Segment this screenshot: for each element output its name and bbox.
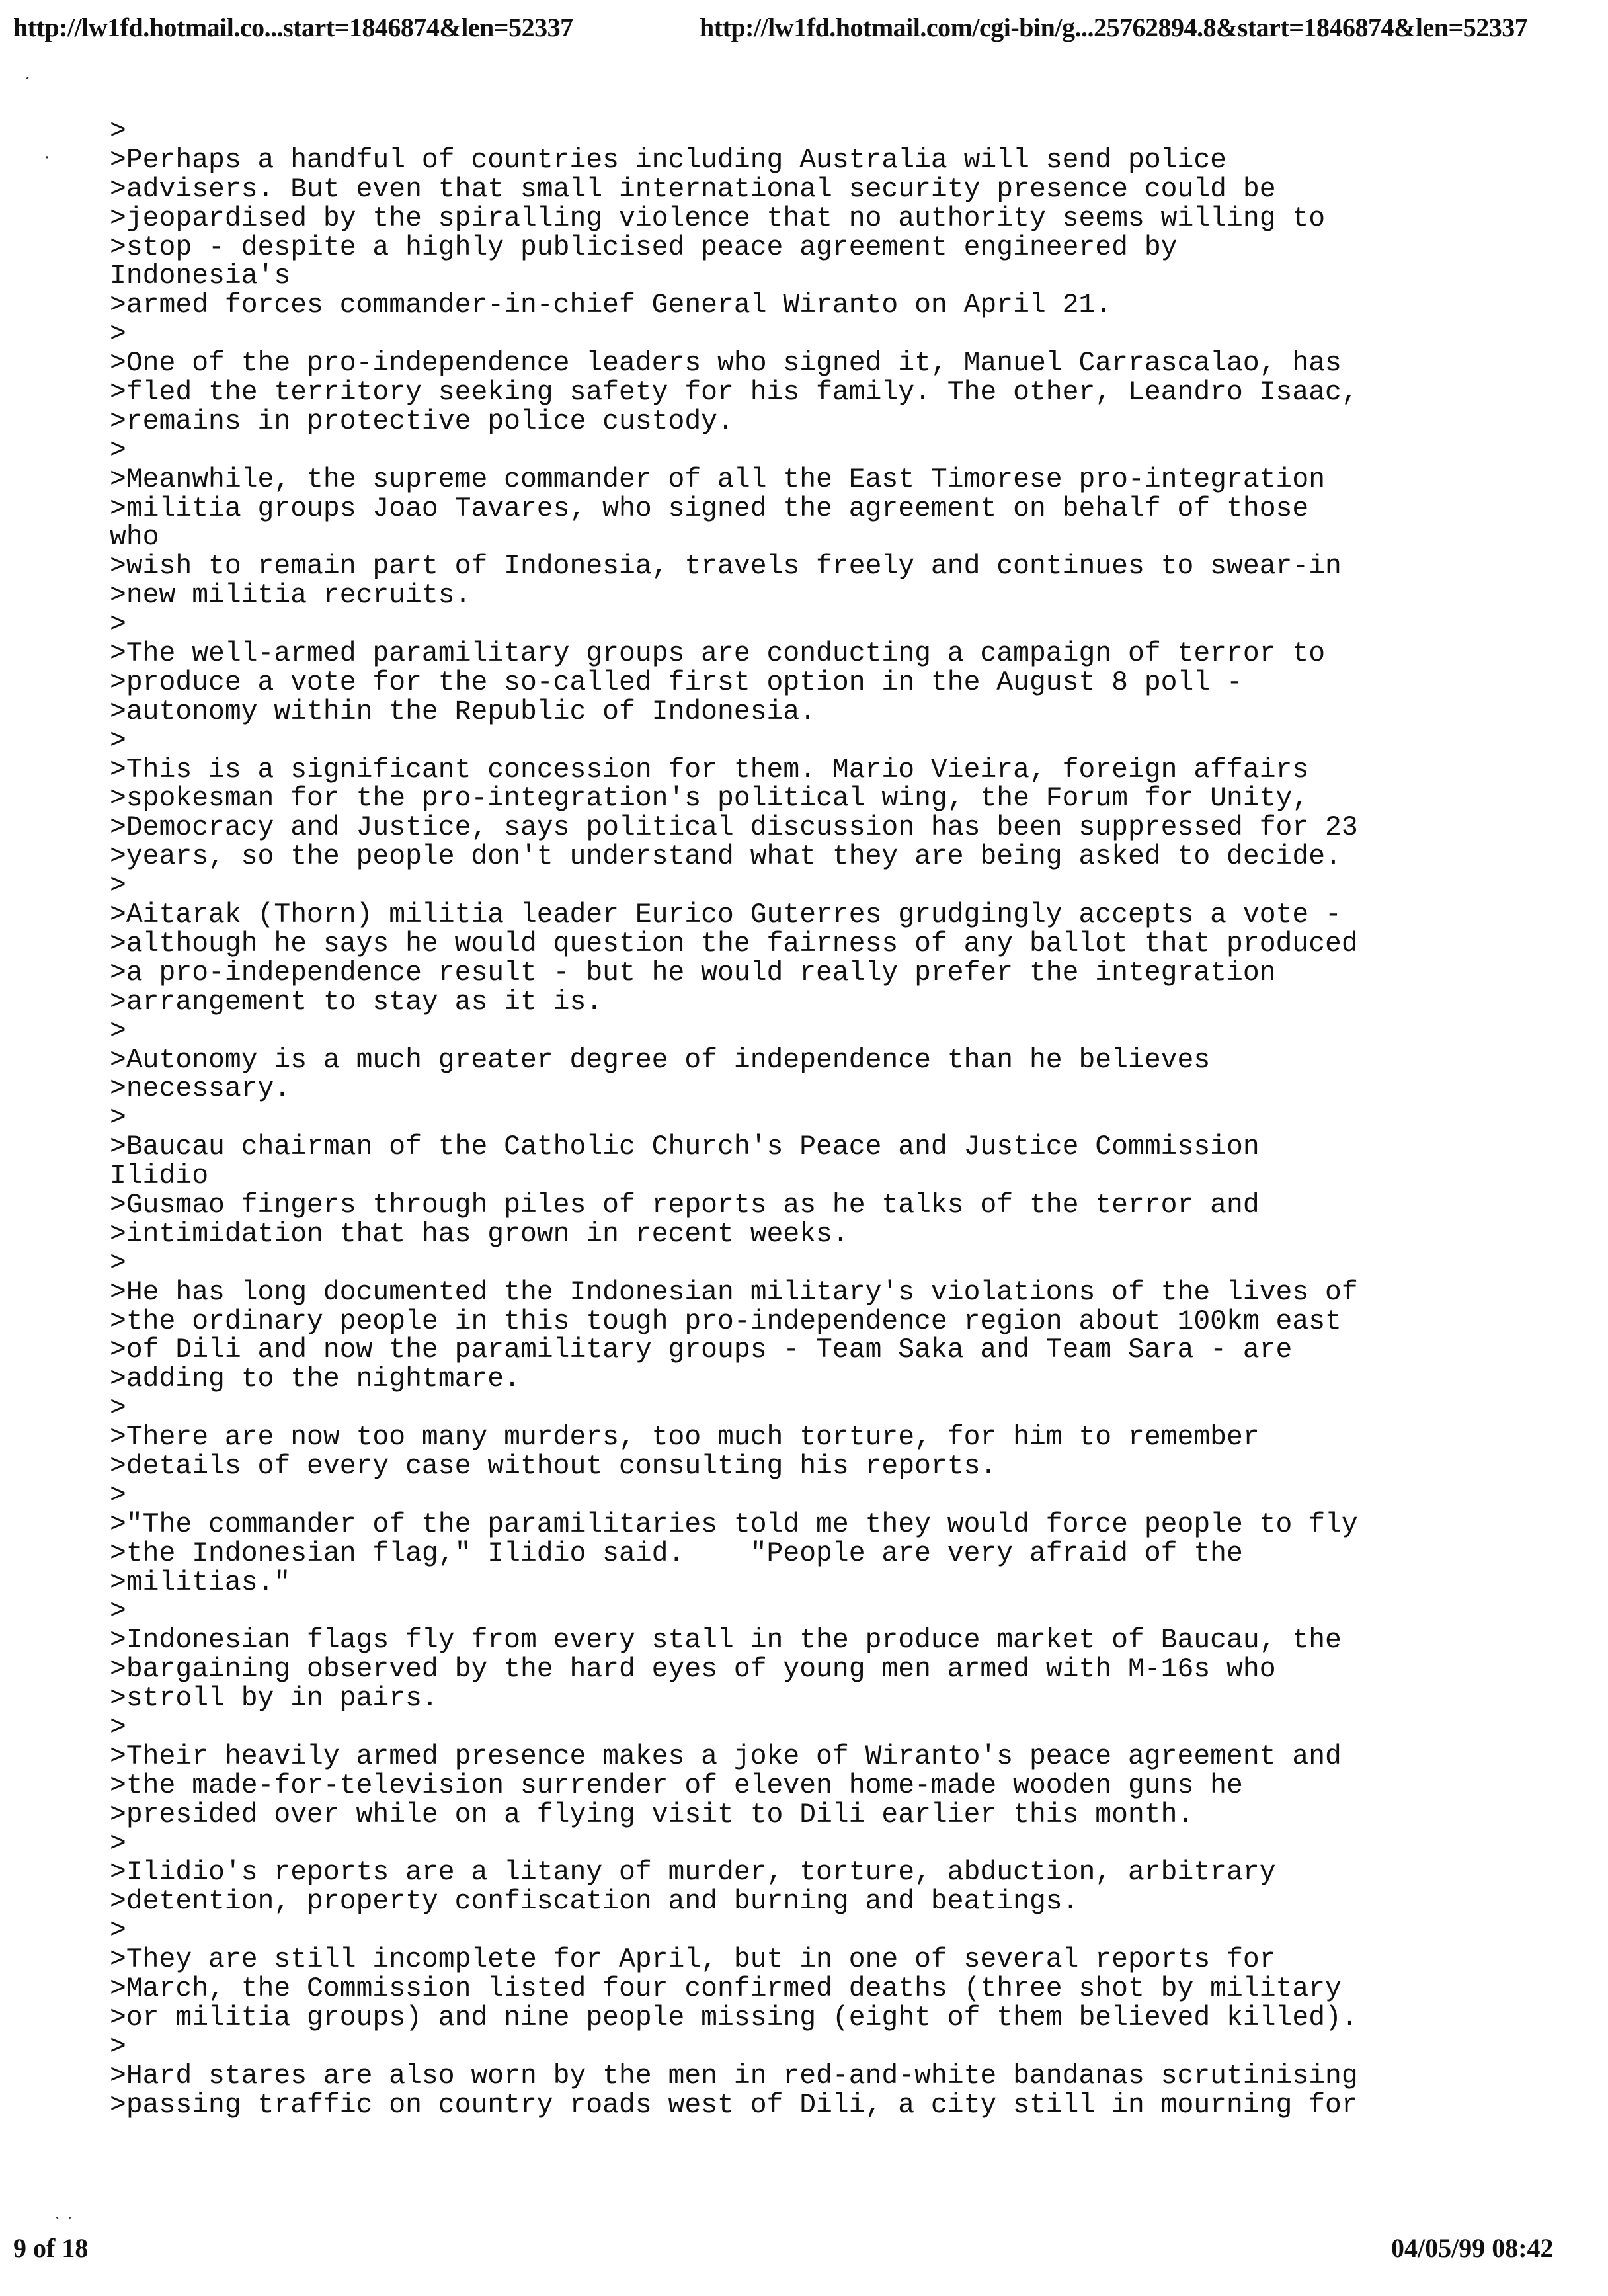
scan-speck: ˎ ˏ: [54, 2198, 73, 2220]
body-line: >the ordinary people in this tough pro-independence region about 100km east: [110, 1306, 1342, 1337]
body-line: >: [110, 610, 126, 641]
body-line: >There are now too many murders, too much torture, for him to remember: [110, 1422, 1260, 1454]
body-line: Indonesia's: [110, 261, 291, 292]
body-line: >March, the Commission listed four confirmed deaths (three shot by military: [110, 1974, 1342, 2004]
body-line: >stroll by in pairs.: [110, 1684, 438, 1715]
body-line: >Autonomy is a much greater degree of independence than he believes: [110, 1045, 1211, 1076]
body-line: >This is a significant concession for them. Mario Vieira, foreign affairs: [110, 755, 1309, 786]
body-line: >: [110, 1828, 126, 1860]
scan-speck: ·: [44, 145, 50, 167]
email-body-text: [110, 118, 1578, 2120]
body-line: Ilidio: [110, 1161, 209, 1192]
body-line: >armed forces commander-in-chief General Wiranto on April 21.: [110, 290, 1112, 321]
body-line: >presided over while on a flying visit to Dili earlier this month.: [110, 1799, 1194, 1830]
body-line: >: [110, 1016, 126, 1047]
body-line: >: [110, 2031, 126, 2063]
body-line: >Baucau chairman of the Catholic Church's Peace and Justice Commission: [110, 1132, 1260, 1163]
body-line: >Indonesian flags fly from every stall in the produce market of Baucau, the: [110, 1625, 1342, 1657]
body-line: >advisers. But even that small international security presence could be: [110, 174, 1276, 205]
body-line: >: [110, 116, 126, 147]
body-line: >: [110, 871, 126, 902]
body-line: >: [110, 1712, 126, 1743]
header-url-left: http://lw1fd.hotmail.co...start=1846874&len=52337: [13, 13, 573, 42]
body-line: >of Dili and now the paramilitary groups - Team Saka and Team Sara - are: [110, 1335, 1293, 1366]
body-line: >The well-armed paramilitary groups are conducting a campaign of terror to: [110, 639, 1326, 670]
body-line: >although he says he would question the fairness of any ballot that produced: [110, 928, 1358, 960]
body-line: >detention, property confiscation and burning and beatings.: [110, 1887, 1079, 1918]
body-line: >Meanwhile, the supreme commander of all the East Timorese pro-integration: [110, 464, 1326, 495]
body-line: >: [110, 1596, 126, 1627]
body-line: >the made-for-television surrender of eleven home-made wooden guns he: [110, 1770, 1243, 1801]
body-line: >passing traffic on country roads west of Dili, a city still in mourning for: [110, 2090, 1358, 2121]
body-line: >autonomy within the Republic of Indonesia.: [110, 696, 817, 727]
body-line: >necessary.: [110, 1074, 291, 1105]
body-line: who: [110, 522, 159, 554]
body-line: >Aitarak (Thorn) militia leader Eurico Guterres grudgingly accepts a vote -: [110, 900, 1342, 931]
body-line: >stop - despite a highly publicised peace agreement engineered by: [110, 232, 1178, 263]
body-line: >: [110, 1916, 126, 1947]
body-line: >or militia groups) and nine people missing (eight of them believed killed).: [110, 2002, 1358, 2033]
body-line: >bargaining observed by the hard eyes of young men armed with M-16s who: [110, 1655, 1276, 1686]
body-line: >arrangement to stay as it is.: [110, 987, 603, 1018]
body-line: >spokesman for the pro-integration's political wing, the Forum for Unity,: [110, 784, 1309, 815]
body-line: >years, so the people don't understand what they are being asked to decide.: [110, 842, 1342, 873]
body-line: >jeopardised by the spiralling violence that no authority seems willing to: [110, 203, 1326, 234]
body-line: >: [110, 319, 126, 350]
body-line: >militias.": [110, 1567, 291, 1598]
body-line: >One of the pro-independence leaders who signed it, Manuel Carrascalao, has: [110, 348, 1342, 380]
body-line: >: [110, 435, 126, 466]
scan-speck: ˏ: [24, 58, 30, 80]
body-line: >intimidation that has grown in recent weeks.: [110, 1219, 849, 1250]
page-number: 9 of 18: [13, 2233, 89, 2263]
body-line: >They are still incomplete for April, but in one of several reports for: [110, 1945, 1276, 1976]
header-url-right: http://lw1fd.hotmail.com/cgi-bin/g...25762894.8&start=1846874&len=52337: [700, 13, 1528, 42]
body-line: >Perhaps a handful of countries including Australia will send police: [110, 145, 1227, 176]
body-line: >produce a vote for the so-called first option in the August 8 poll -: [110, 667, 1243, 698]
body-line: >new militia recruits.: [110, 581, 471, 612]
body-line: >: [110, 725, 126, 757]
body-line: >fled the territory seeking safety for his family. The other, Leandro Isaac,: [110, 378, 1358, 409]
body-line: >the Indonesian flag," Ilidio said. "People are very afraid of the: [110, 1538, 1243, 1569]
body-line: >a pro-independence result - but he would really prefer the integration: [110, 958, 1276, 989]
body-line: >"The commander of the paramilitaries told me they would force people to fly: [110, 1509, 1358, 1540]
body-line: >Ilidio's reports are a litany of murder, torture, abduction, arbitrary: [110, 1858, 1276, 1889]
body-line: >militia groups Joao Tavares, who signed the agreement on behalf of those: [110, 493, 1309, 524]
body-line: >Gusmao fingers through piles of reports as he talks of the terror and: [110, 1190, 1260, 1221]
body-line: >Hard stares are also worn by the men in red-and-white bandanas scrutinising: [110, 2061, 1358, 2092]
body-line: >remains in protective police custody.: [110, 406, 734, 437]
body-line: >: [110, 1480, 126, 1511]
body-line: >details of every case without consulting his reports.: [110, 1451, 997, 1482]
body-line: >wish to remain part of Indonesia, travels freely and continues to swear-in: [110, 552, 1342, 583]
body-line: >: [110, 1393, 126, 1424]
body-line: >: [110, 1248, 126, 1279]
body-line: >: [110, 1103, 126, 1134]
body-line: >adding to the nightmare.: [110, 1364, 520, 1395]
print-timestamp: 04/05/99 08:42: [1391, 2233, 1554, 2263]
body-line: >He has long documented the Indonesian military's violations of the lives of: [110, 1277, 1358, 1308]
body-line: >Their heavily armed presence makes a joke of Wiranto's peace agreement and: [110, 1741, 1342, 1772]
body-line: >Democracy and Justice, says political discussion has been suppressed for 23: [110, 813, 1358, 844]
